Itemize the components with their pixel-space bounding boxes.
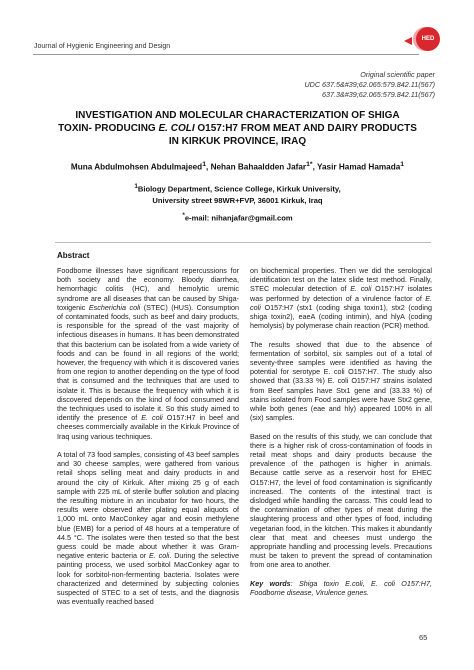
email-text: e-mail: nihanjafar@gmail.com [184, 213, 293, 223]
title-line-2-prefix: TOXIN- PRODUCING [58, 123, 159, 134]
text-run: E. coli [250, 293, 432, 312]
header-arrow-icon [404, 37, 412, 45]
text-run: O157:H7 (stx1 (coding shiga toxin1), stx2 (coding shiga toxin2), eaeA (coding intimin), and hlyA (coding hemolysis) by polymerase chain reaction (PCR) method. [250, 302, 432, 331]
text-run: E. coli [149, 551, 170, 561]
author-sup: 1* [306, 161, 313, 168]
udc-line-2: 637.3&#39;62.065:579.842.11(567) [322, 90, 435, 99]
affiliation-line-2: University street 98WR+FVP, 36001 Kirkuk, Iraq [152, 195, 323, 205]
abstract-top-rule [55, 242, 431, 243]
abstract-right-paragraph [250, 266, 432, 330]
journal-name: Journal of Hygienic Engineering and Design [34, 43, 171, 50]
text-run: E. coli [350, 284, 372, 294]
title-line-3: IN KIRKUK PROVINCE, IRAQ [168, 136, 307, 147]
text-run: The results showed that due to the absence of fermentation of sorbitol, six samples out of a total of seventy-three samples were identified as having the potential for serotype E. coli O157:H7. The study also showed that (33.33 %) E. coli O157:H7 strains isolated from Beef samples have Stx1 gene and (33.33 %) of stains isolated from Food samples were have Stx2 gene, while both genes (eae and hly) appeared 100% in all (six) samples. [250, 339, 432, 423]
authors [40, 161, 435, 172]
email [40, 212, 435, 223]
text-run: on biochemical properties. Then we did the serological identification test on the latex slide test method. Finally, STEC molecular detection of [250, 266, 432, 294]
abstract-right-paragraph [250, 432, 432, 570]
affiliation [40, 181, 435, 206]
author-separator: , [206, 162, 211, 172]
paper-title [40, 109, 435, 148]
text-run: O157:H7 isolates was performed by detection of a virulence factor of [250, 284, 433, 303]
abstract-left-paragraph [57, 450, 239, 606]
affiliation-line-1 [40, 181, 435, 195]
text-run: E. coli [141, 413, 163, 423]
abstract-left-paragraph [57, 266, 239, 441]
text-run: Escherichia coli [88, 302, 141, 312]
text-run: (STEC) (HUS). Consumption of contaminated foods, such as beef and dairy products, is responsible for the spread of the vast majority of infectious diseases in humans. It has been demonstrated that this bacterium can be isolated from a wide variety of foods and can be found in all regions of the world; however, the frequency with which it is discovered varies from one region to another depending on the type of food that is consumed and the techniques that are used to isolate it. This is because the frequency with which it is discovered depends on the kind of food consumed and the techniques used to isolate it. So this study aimed to identify the presence of [57, 302, 239, 423]
affiliation-sup: 1 [134, 183, 138, 190]
title-line-1: INVESTIGATION AND MOLECULAR CHARACTERIZATION OF SHIGA [75, 110, 400, 121]
journal-logo [416, 27, 440, 51]
author-sup: 1 [400, 161, 405, 168]
affiliation-line-1-text: Biology Department, Science College, Kirkuk University, [137, 184, 341, 194]
author-name: Nehan Bahaaldden Jafar [210, 162, 307, 172]
logo-text: HED [421, 36, 435, 42]
email-sup: * [182, 212, 185, 219]
abstract-heading: Abstract [57, 251, 90, 260]
abstract-right-paragraph [250, 340, 432, 423]
page-number: 65 [419, 633, 428, 642]
abstract-left-column [57, 266, 239, 616]
keywords [250, 579, 432, 597]
text-run: Based on the results of this study, we can conclude that there is a higher risk of cross-contamination of foods in retail meat shops and dairy products because the prevalence of the pathogen is higher in animals. Because cattle serve as a reservoir host for EHEC O157:H7, the level of food contamination is significantly increased. The contents of the intestinal tract is dislodged while handling the carcass. This could lead to the contamination of other types of meat during the slaughtering process and other types of food, including vegetarian food, in the kitchen. This makes it abundantly clear that meat and cheeses must undergo the appropriate handling and processing levels. Precautions must be taken to prevent the spread of contamination from one area to another. [250, 431, 432, 570]
text-run: . During the selective painting process, we used sorbitol MacConkey agar to look for sorbitol-non-fermenting bacteria. Isolates were characterized and determined by subjecting colonies suspected of STEC to a set of tests, and the diagnosis was eventually reached based [57, 551, 239, 607]
title-line-2 [40, 122, 435, 135]
paper-type: Original scientific paper [360, 70, 435, 79]
author-name: Muna Abdulmohsen Abdulmajeed [70, 162, 203, 172]
abstract-right-column [250, 266, 432, 606]
title-line-2-suffix: O157:H7 FROM MEAT AND DAIRY PRODUCTS [194, 123, 417, 134]
author-sup: 1 [202, 161, 206, 168]
author-name: Yasir Hamad Hamada [317, 162, 401, 172]
keywords-text: : Shiga toxin E.coli, E. coli O157:H7, Foodborne disease, Virulence genes. [250, 578, 432, 598]
text-run: O157:H7 in beef and cheeses commercially available in the Kirkuk Province of Iraq using various techniques. [57, 413, 239, 441]
header-rule [33, 54, 419, 55]
paper-meta [135, 70, 435, 100]
keywords-label: Key words [250, 578, 291, 588]
author-separator: , [312, 162, 317, 172]
title-line-2-italic: E. COLI [158, 123, 195, 134]
text-run: A total of 73 food samples, consisting of 43 beef samples and 30 cheese samples, were gathered from various retail shops selling meat and dairy products in and around the city of Kirkuk. After mixing 25 g of each sample with 225 mL of sterile buffer solution and placing the resulting mixture in an incubator for two hours, the results were observed after plating equal aliquots of 1,000 mL onto MacConkey agar and eosin methylene blue (EMB) for a period of 48 hours at a temperature of 44.5 °C. The isolates were then tested so that the best guess could be made about whether it was Gram-negative enteric bacteria or [57, 450, 239, 561]
udc-line-1: UDC 637.5&#39;62.065:579.842.11(567) [304, 80, 435, 89]
text-run: Foodborne illnesses have significant repercussions for both society and the economy. Bloody diarrhea, hemorrhagic colitis (HC), and hemolytic uremic syndrome are all diseases that can be caused by Shiga-toxigenic [57, 266, 239, 312]
